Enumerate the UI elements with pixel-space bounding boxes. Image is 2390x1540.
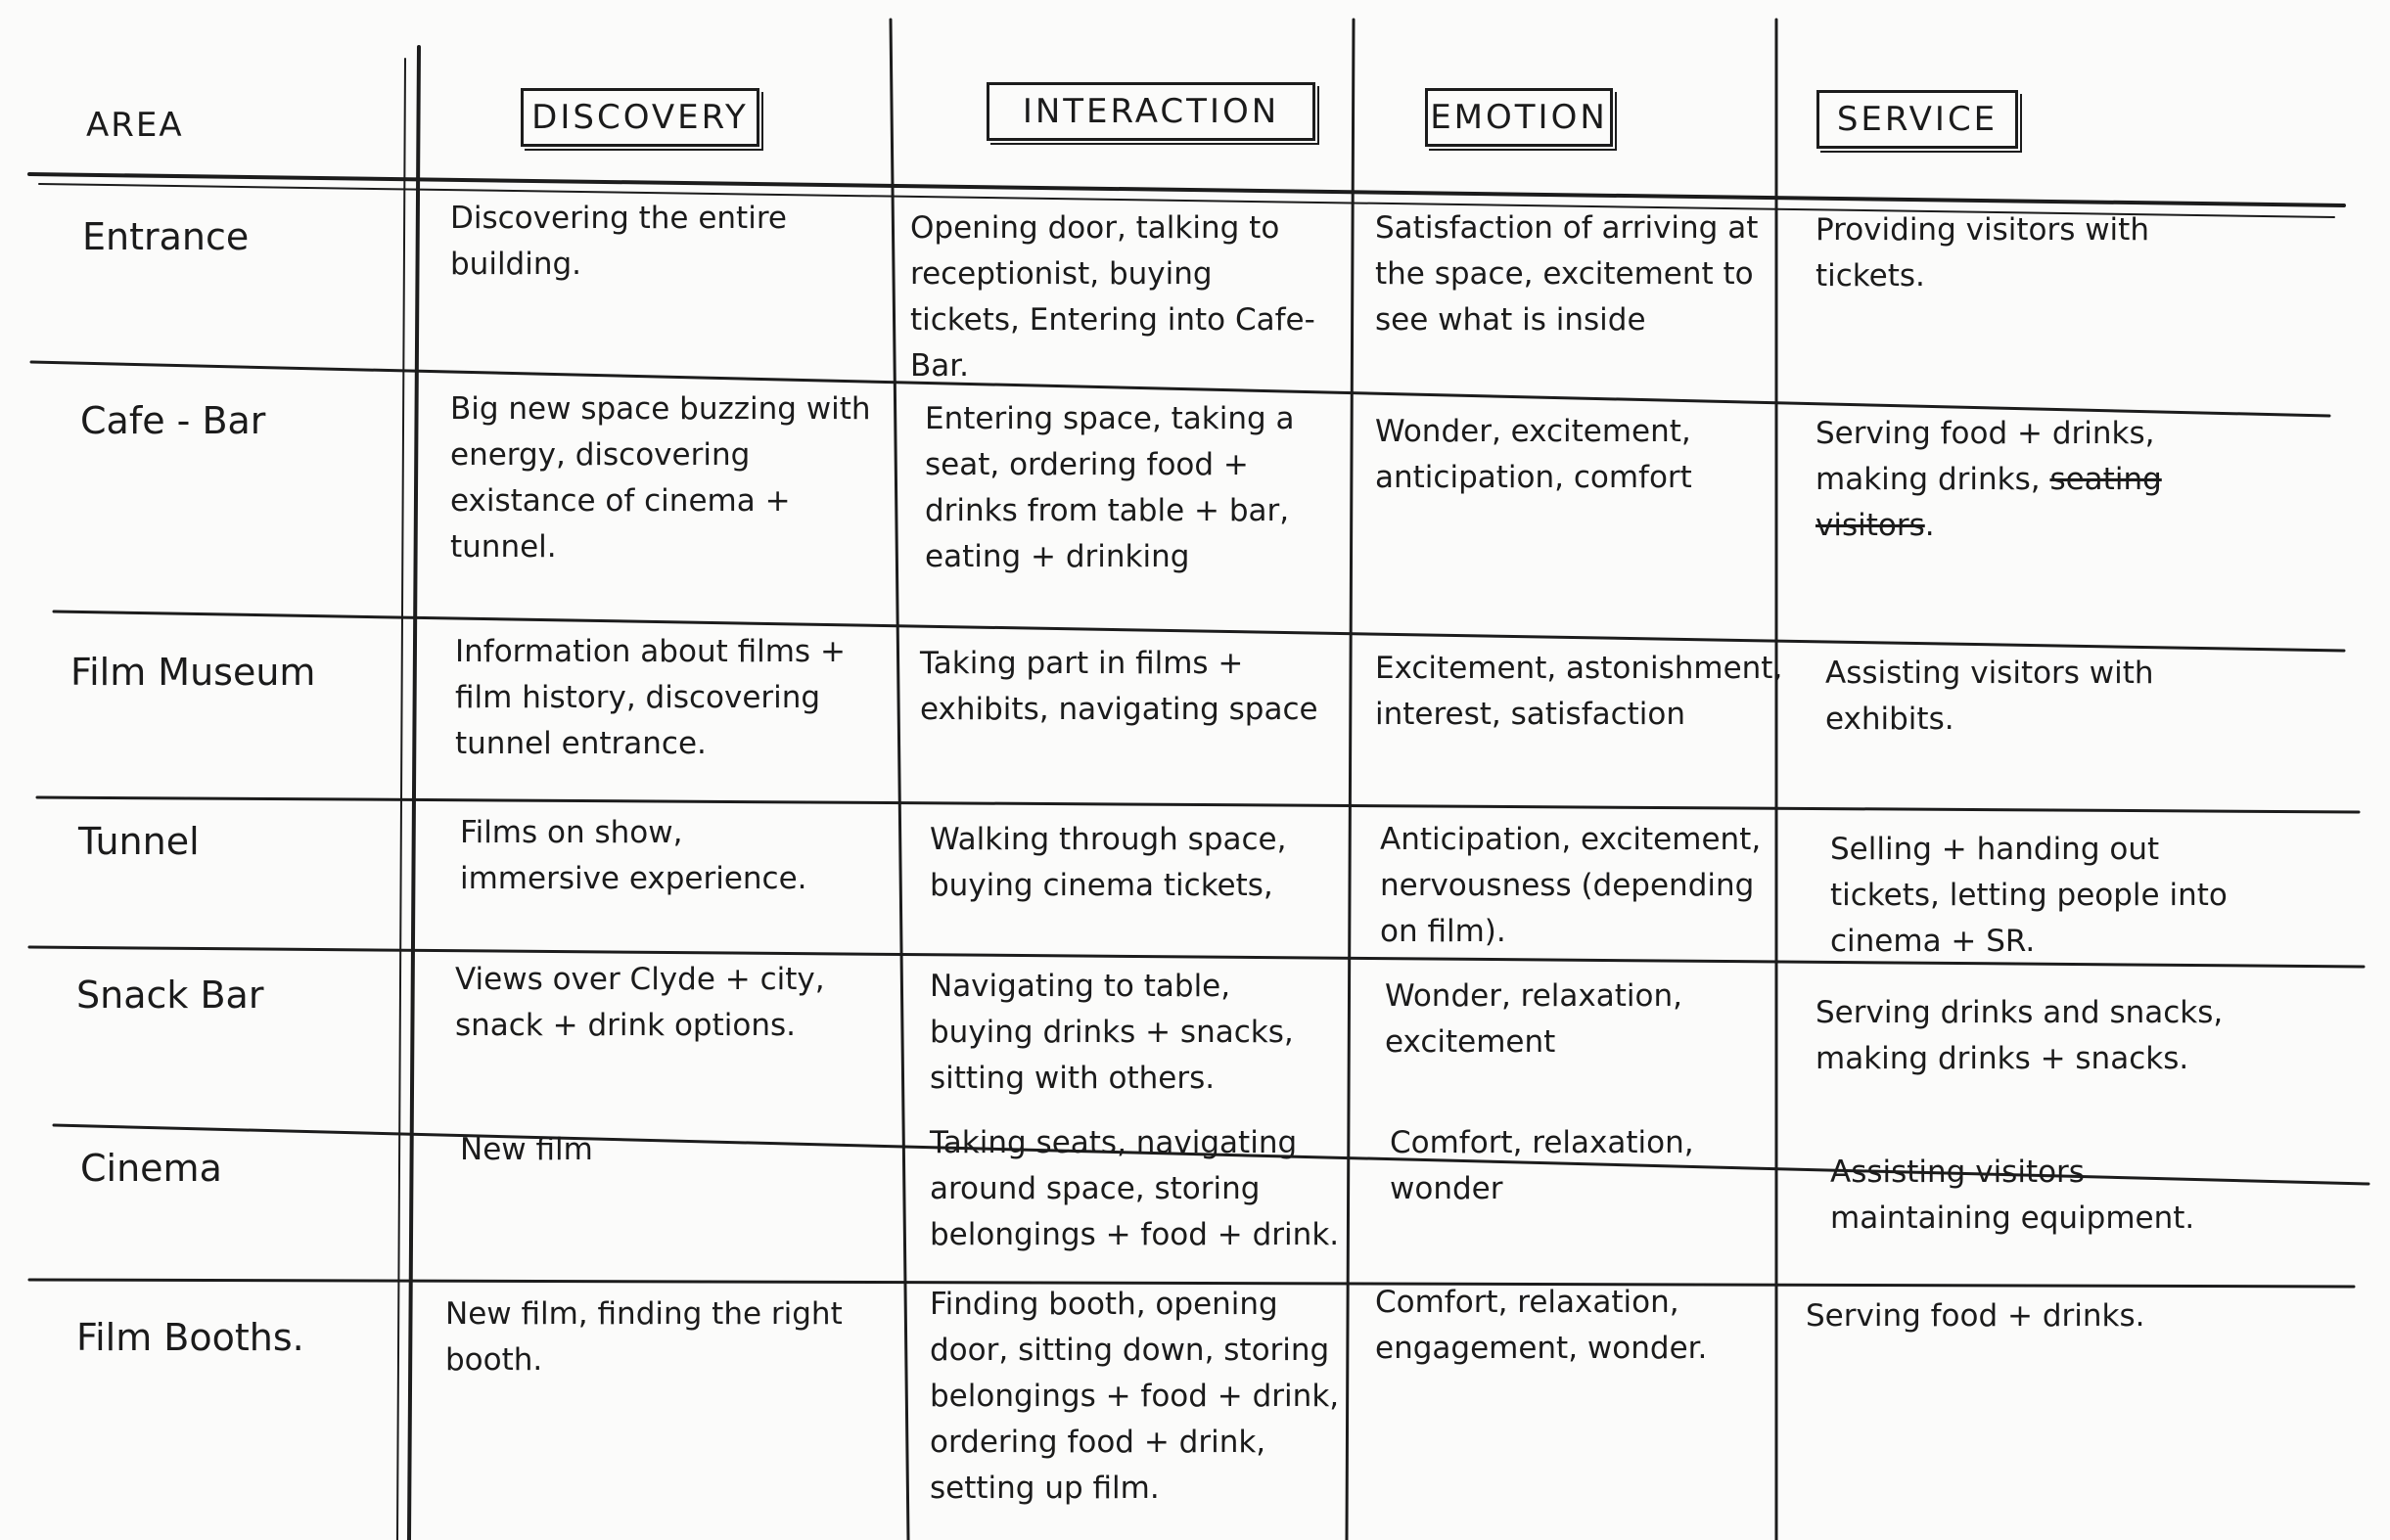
cell-service: Selling + handing out tickets, letting people into cinema + SR. <box>1830 832 2228 959</box>
row-area-snack-bar: Snack Bar <box>76 974 264 1017</box>
cell-emotion: Satisfaction of arriving at the space, excitement to see what is inside <box>1375 210 1759 338</box>
cell-discovery: Views over Clyde + city, snack + drink options. <box>455 962 825 1043</box>
cell-discovery: Information about films + film history, discovering tunnel entrance. <box>455 634 846 761</box>
row-area-cinema: Cinema <box>80 1147 222 1190</box>
struck-out-text: seating visitors <box>1815 462 2162 543</box>
cell-interaction: Taking part in films + exhibits, navigating space <box>920 646 1318 727</box>
column-divider <box>891 20 908 1540</box>
cell-emotion: Comfort, relaxation, wonder <box>1390 1125 1694 1206</box>
cell-interaction: Opening door, talking to receptionist, buying tickets, Entering into Cafe-Bar. <box>910 210 1315 384</box>
cell-interaction: Walking through space, buying cinema tickets, <box>930 822 1287 903</box>
cell-discovery: Discovering the entire building. <box>450 201 787 282</box>
service-column-heading: SERVICE <box>1816 90 2018 149</box>
cell-discovery: New film <box>460 1132 593 1167</box>
cell-interaction: Entering space, taking a seat, ordering food + drinks from table + bar, eating + drinking <box>925 401 1295 574</box>
cell-service: Assisting visitors maintaining equipment. <box>1830 1155 2195 1236</box>
row-area-entrance: Entrance <box>82 215 250 258</box>
interaction-column-heading: INTERACTION <box>987 82 1315 141</box>
area-column-heading: AREA <box>86 106 184 145</box>
cell-discovery: Films on show, immersive experience. <box>460 815 807 896</box>
column-divider <box>409 47 419 1540</box>
row-area-film-booths: Film Booths. <box>76 1316 304 1359</box>
cell-service: Serving drinks and snacks, making drinks + snacks. <box>1815 995 2224 1076</box>
row-area-cafe-bar: Cafe - Bar <box>80 399 266 442</box>
cell-emotion: Anticipation, excitement, nervousness (depending on film). <box>1380 822 1762 949</box>
cell-emotion: Comfort, relaxation, engagement, wonder. <box>1375 1285 1708 1366</box>
service-text-end: . <box>1924 508 1935 543</box>
cell-emotion: Excitement, astonishment, interest, satisfaction <box>1375 651 1783 732</box>
row-area-film-museum: Film Museum <box>70 651 316 694</box>
cell-interaction: Finding booth, opening door, sitting down, storing belongings + food + drink, ordering food + drink, setting up film. <box>930 1287 1340 1506</box>
row-area-tunnel: Tunnel <box>78 820 200 863</box>
emotion-column-heading: EMOTION <box>1425 88 1613 147</box>
discovery-column-heading: DISCOVERY <box>521 88 759 147</box>
cell-interaction: Navigating to table, buying drinks + snacks, sitting with others. <box>930 969 1294 1096</box>
cell-emotion: Wonder, excitement, anticipation, comfort <box>1375 414 1692 495</box>
row-divider <box>37 797 2359 812</box>
cell-discovery: Big new space buzzing with energy, discovering existance of cinema + tunnel. <box>450 391 871 565</box>
cell-service: Providing visitors with tickets. <box>1815 212 2149 294</box>
cell-service: Serving food + drinks. <box>1806 1298 2145 1334</box>
cell-emotion: Wonder, relaxation, excitement <box>1385 978 1682 1060</box>
cell-discovery: New film, finding the right booth. <box>445 1296 843 1378</box>
cell-interaction: Taking seats, navigating around space, storing belongings + food + drink. <box>930 1125 1340 1252</box>
cell-service: Assisting visitors with exhibits. <box>1825 656 2154 737</box>
service-text: Serving food + drinks, making drinks, <box>1815 416 2155 497</box>
cell-service <box>1815 411 2236 549</box>
column-divider <box>1347 20 1354 1540</box>
